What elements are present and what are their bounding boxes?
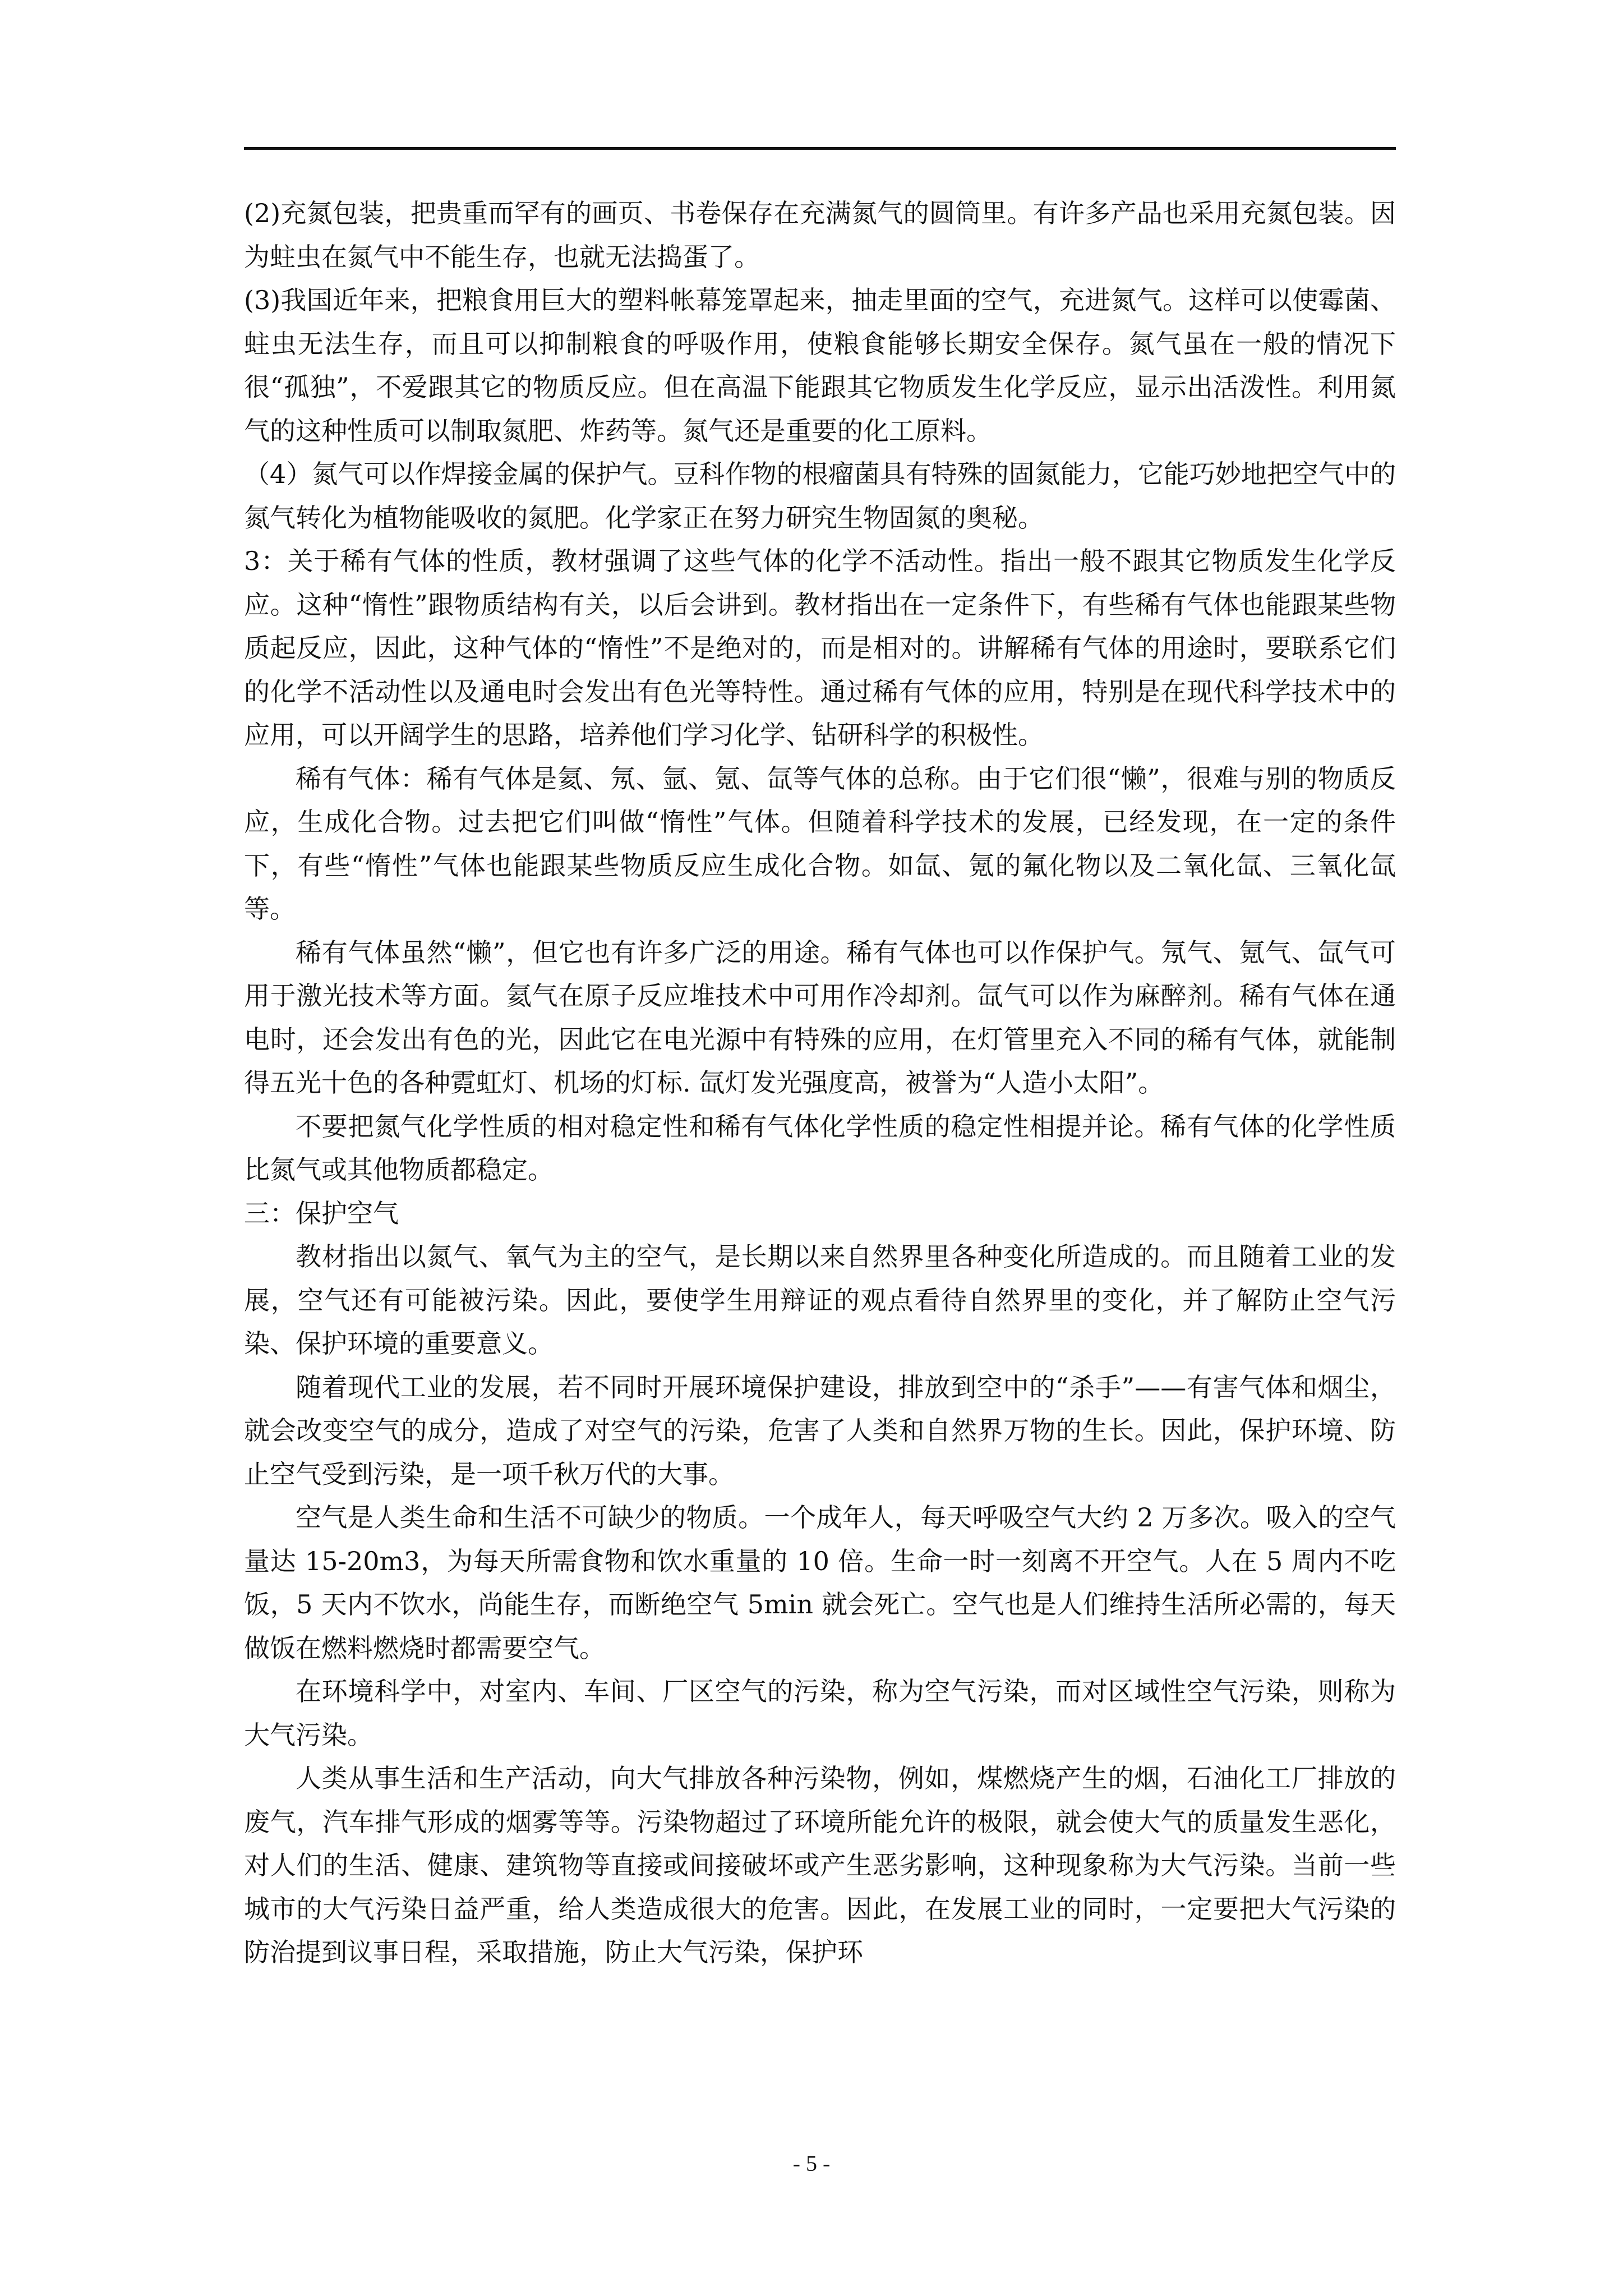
paragraph-stability-note: 不要把氮气化学性质的相对稳定性和稀有气体化学性质的稳定性相提并论。稀有气体的化学性质比氮气或其他物质都稳定。 — [244, 1111, 1396, 1185]
paragraph-nitrogen-packaging: (2)充氮包装，把贵重而罕有的画页、书卷保存在充满氮气的圆筒里。有许多产品也采用充氮包装。因为蛀虫在氮气中不能生存，也就无法捣蛋了。 — [244, 198, 1396, 272]
document-body — [244, 192, 1396, 1975]
paragraph-industry-pollution: 随着现代工业的发展，若不同时开展环境保护建设，排放到空中的“杀手”——有害气体和烟尘，就会改变空气的成分，造成了对空气的污染，危害了人类和自然界万物的生长。因此，保护环境、防止空气受到污染，是一项千秋万代的大事。 — [244, 1372, 1396, 1489]
paragraph-air-composition: 教材指出以氮气、氧气为主的空气，是长期以来自然界里各种变化所造成的。而且随着工业的发展，空气还有可能被污染。因此，要使学生用辩证的观点看待自然界里的变化，并了解防止空气污染、保护环境的重要意义。 — [244, 1241, 1396, 1359]
paragraph-atmospheric-pollution: 人类从事生活和生产活动，向大气排放各种污染物，例如，煤燃烧产生的烟，石油化工厂排放的废气，汽车排气形成的烟雾等等。污染物超过了环境所能允许的极限，就会使大气的质量发生恶化，对人们的生活、健康、建筑物等直接或间接破坏或产生恶劣影响，这种现象称为大气污染。当前一些城市的大气污染日益严重，给人类造成很大的危害。因此，在发展工业的同时，一定要把大气污染的防治提到议事日程，采取措施，防止大气污染，保护环 — [244, 1763, 1396, 1967]
section-heading-protect-air: 三：保护空气 — [244, 1198, 399, 1228]
paragraph-pollution-definition: 在环境科学中，对室内、车间、厂区空气的污染，称为空气污染，而对区域性空气污染，则称为大气污染。 — [244, 1676, 1396, 1750]
paragraph-rare-gas-uses: 稀有气体虽然“懒”，但它也有许多广泛的用途。稀有气体也可以作保护气。氖气、氪气、氙气可用于激光技术等方面。氦气在原子反应堆技术中可用作冷却剂。氙气可以作为麻醉剂。稀有气体在通电时，还会发出有色的光，因此它在电光源中有特殊的应用，在灯管里充入不同的稀有气体，就能制得五光十色的各种霓虹灯、机场的灯标. 氙灯发光强度高，被誉为“人造小太阳”。 — [244, 937, 1396, 1098]
header-rule — [244, 147, 1396, 150]
paragraph-welding-protection: （4）氮气可以作焊接金属的保护气。豆科作物的根瘤菌具有特殊的固氮能力，它能巧妙地把空气中的氮气转化为植物能吸收的氮肥。化学家正在努力研究生物固氮的奥秘。 — [244, 459, 1396, 533]
page-number: - 5 - — [792, 2151, 831, 2176]
paragraph-rare-gas-properties: 3：关于稀有气体的性质，教材强调了这些气体的化学不活动性。指出一般不跟其它物质发生化学反应。这种“惰性”跟物质结构有关，以后会讲到。教材指出在一定条件下，有些稀有气体也能跟某些物质起反应，因此，这种气体的“惰性”不是绝对的，而是相对的。讲解稀有气体的用途时，要联系它们的化学不活动性以及通电时会发出有色光等特性。通过稀有气体的应用，特别是在现代科学技术中的应用，可以开阔学生的思路，培养他们学习化学、钻研科学的积极性。 — [244, 546, 1396, 750]
paragraph-grain-storage: (3)我国近年来，把粮食用巨大的塑料帐幕笼罩起来，抽走里面的空气，充进氮气。这样可以使霉菌、蛀虫无法生存，而且可以抑制粮食的呼吸作用，使粮食能够长期安全保存。氮气虽在一般的情况下很“孤独”，不爱跟其它的物质反应。但在高温下能跟其它物质发生化学反应，显示出活泼性。利用氮气的这种性质可以制取氮肥、炸药等。氮气还是重要的化工原料。 — [244, 285, 1396, 446]
paragraph-air-necessity: 空气是人类生命和生活不可缺少的物质。一个成年人，每天呼吸空气大约 2 万多次。吸入的空气量达 15-20m3，为每天所需食物和饮水重量的 10 倍。生命一时一刻离不开空气。人在 5 周内不吃饭，5 天内不饮水，尚能生存，而断绝空气 5min 就会死亡。空气也是人们维持生活所必需的，每天做饭在燃料燃烧时都需要空气。 — [244, 1502, 1396, 1663]
paragraph-rare-gas-definition: 稀有气体：稀有气体是氦、氖、氩、氪、氙等气体的总称。由于它们很“懒”，很难与别的物质反应，生成化合物。过去把它们叫做“惰性”气体。但随着科学技术的发展，已经发现，在一定的条件下，有些“惰性”气体也能跟某些物质反应生成化合物。如氙、氪的氟化物以及二氧化氙、三氧化氙等。 — [244, 763, 1396, 924]
